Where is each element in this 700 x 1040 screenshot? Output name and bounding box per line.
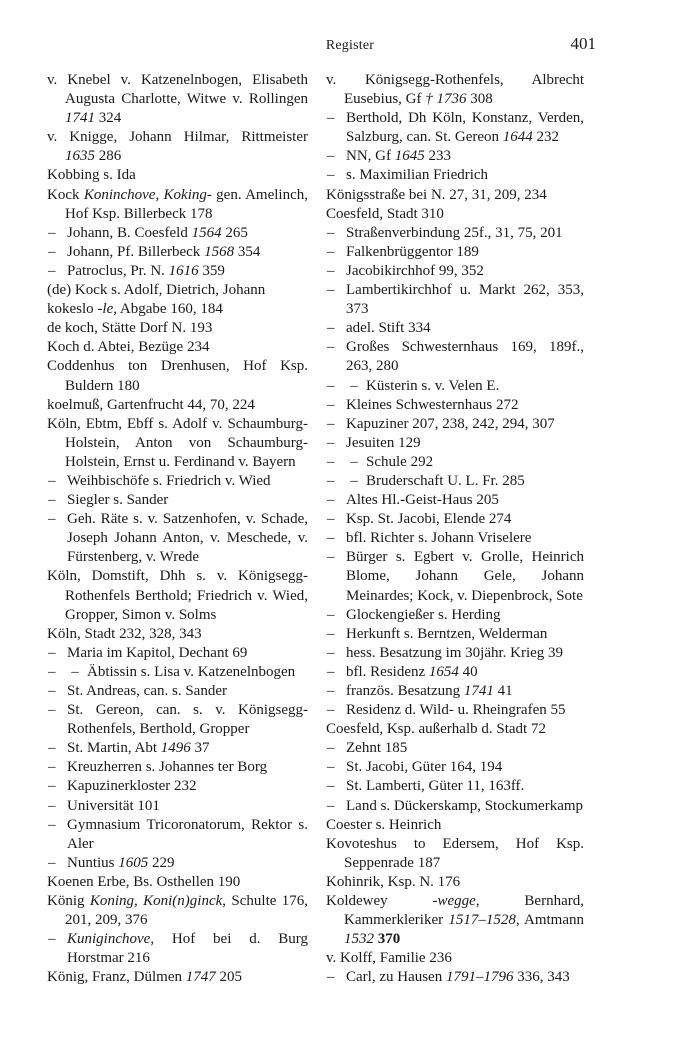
text-segment: 41 xyxy=(493,683,513,699)
text-segment: Herkunft s. Berntzen, Welderman xyxy=(346,625,548,642)
index-subentry xyxy=(326,109,584,147)
italic-segment: 1568 xyxy=(204,243,235,260)
subentry-dash: – xyxy=(48,492,56,509)
subentry-dash: – xyxy=(327,797,335,814)
text-segment: 359 xyxy=(198,262,225,279)
index-subentry xyxy=(326,777,584,796)
text-segment: Jesuiten 129 xyxy=(346,434,421,451)
text-segment: Weihbischöfe s. Friedrich v. Wied xyxy=(67,472,271,489)
text-segment: (de) Kock s. Adolf, Dietrich, Johann xyxy=(47,282,266,299)
text-segment: Kock xyxy=(47,186,84,203)
subentry-dash: – – xyxy=(327,472,364,489)
index-column-right xyxy=(326,71,584,988)
index-subentry xyxy=(326,701,584,720)
subentry-dash: – xyxy=(327,396,335,413)
italic-segment: 1564 xyxy=(191,224,222,241)
text-segment: Lambertikirchhof u. Markt 262, 353, 373 xyxy=(346,282,584,318)
index-subentry xyxy=(326,606,584,625)
italic-segment: -le xyxy=(97,301,114,318)
index-entry xyxy=(326,720,584,739)
subentry-dash: – xyxy=(327,740,335,757)
text-segment: Siegler s. Sander xyxy=(67,492,169,509)
index-subentry xyxy=(326,529,584,548)
index-subentry xyxy=(47,739,308,758)
text-segment: v. Knebel v. Katzenelnbogen, Elisabeth Augusta Charlotte, Witwe v. Rollingen xyxy=(47,72,308,108)
index-entry xyxy=(47,873,308,892)
subentry-dash: – xyxy=(327,320,335,337)
subentry-dash: – xyxy=(327,663,335,680)
index-subentry xyxy=(326,224,584,243)
index-entry xyxy=(47,625,308,644)
text-segment: Küsterin s. v. Velen E. xyxy=(366,377,500,394)
text-segment: St. Martin, Abt xyxy=(67,740,161,757)
index-subentry xyxy=(47,816,308,854)
italic-segment: Koning, Koni(n)ginck xyxy=(89,893,223,910)
italic-segment: 1791–1796 xyxy=(445,969,514,986)
subentry-dash: – – xyxy=(327,377,364,394)
subentry-dash: – xyxy=(327,415,335,432)
text-segment: bfl. Richter s. Johann Vriselere xyxy=(346,530,532,547)
index-subentry xyxy=(47,797,308,816)
subentry-dash: – xyxy=(327,683,335,699)
subentry-dash: – xyxy=(327,282,335,299)
subentry-dash: – xyxy=(327,625,335,642)
index-entry xyxy=(326,816,584,835)
index-entry xyxy=(47,415,308,472)
index-entry xyxy=(326,873,584,892)
subentry-dash: – xyxy=(48,854,56,871)
text-segment: Altes Hl.-Geist-Haus 205 xyxy=(346,492,499,509)
subentry-dash: – xyxy=(48,243,56,260)
index-subentry xyxy=(326,281,584,319)
index-entry xyxy=(47,396,308,415)
text-segment: 308 xyxy=(466,91,493,108)
index-subentry xyxy=(47,777,308,796)
text-segment: Maria im Kapitol, Dechant 69 xyxy=(67,644,248,661)
index-entry xyxy=(47,186,308,224)
text-segment: kokeslo xyxy=(47,301,98,318)
text-segment: Coesfeld, Stadt 310 xyxy=(326,205,444,222)
text-segment: Geh. Räte s. v. Satzenhofen, v. Schade, Joseph Johann Anton, v. Meschede, v. Fürstenberg, v. Wrede xyxy=(67,511,308,566)
subentry-dash: – xyxy=(327,778,335,795)
subentry-dash: – xyxy=(48,816,56,833)
subentry-dash: – xyxy=(327,434,335,451)
index-subentry xyxy=(47,644,308,663)
index-entry xyxy=(47,357,308,395)
text-segment: Äbtissin s. Lisa v. Katzenelnbogen xyxy=(87,663,296,680)
text-segment: Johann, B. Coesfeld xyxy=(67,224,192,241)
index-subentry xyxy=(47,930,308,968)
index-entry xyxy=(326,205,584,224)
italic-segment: 1741 xyxy=(65,110,95,127)
text-segment: NN, Gf xyxy=(346,148,395,165)
index-subentry xyxy=(326,396,584,415)
text-segment: 232 xyxy=(532,129,560,146)
subentry-dash: – xyxy=(327,530,335,547)
index-subentry xyxy=(326,968,584,987)
italic-segment: Koninchove, Koking- xyxy=(83,186,212,203)
subentry-dash: – xyxy=(327,549,335,566)
index-subentry xyxy=(326,739,584,758)
text-segment: Johann, Pf. Billerbeck xyxy=(67,243,205,260)
text-segment: Universität 101 xyxy=(67,797,160,814)
subentry-dash: – xyxy=(327,148,335,165)
subentry-dash: – xyxy=(327,606,335,623)
text-segment: Kleines Schwesternhaus 272 xyxy=(346,396,519,413)
text-segment: Koenen Erbe, Bs. Osthellen 190 xyxy=(47,873,241,890)
index-subentry xyxy=(326,243,584,262)
text-segment: St. Andreas, can. s. Sander xyxy=(67,683,227,699)
index-entry xyxy=(47,128,308,166)
index-column-left xyxy=(47,71,308,988)
index-subentry xyxy=(326,758,584,777)
subentry-dash: – xyxy=(327,969,335,986)
text-segment: , Amtmann xyxy=(515,912,585,929)
text-segment: Berthold, Dh Köln, Konstanz, Verden, Salzburg, can. St. Gereon xyxy=(346,110,584,146)
text-segment: Königsstraße bei N. 27, 31, 209, 234 xyxy=(326,186,547,203)
subentry-dash: – xyxy=(327,339,335,356)
text-segment: Zehnt 185 xyxy=(346,740,408,757)
subentry-dash: – xyxy=(327,492,335,509)
text-segment: Residenz d. Wild- u. Rheingrafen 55 xyxy=(346,702,566,719)
index-entry xyxy=(47,166,308,185)
index-subentry xyxy=(326,319,584,338)
index-subentry xyxy=(47,663,308,682)
index-subentry xyxy=(326,338,584,376)
text-segment: St. Gereon, can. s. v. Königsegg-Rothenfels, Berthold, Gropper xyxy=(67,702,308,738)
subentry-dash: – xyxy=(48,472,56,489)
text-segment: Gymnasium Tricoronatorum, Rektor s. Aler xyxy=(67,816,308,852)
text-segment: , Hof bei d. Burg Horstmar 216 xyxy=(67,931,308,967)
index-subentry xyxy=(326,147,584,166)
italic-segment: 1635 xyxy=(65,148,95,165)
index-entry xyxy=(326,892,584,949)
index-subentry xyxy=(326,797,584,816)
text-segment: 37 xyxy=(190,740,210,757)
text-segment: König, Franz, Dülmen xyxy=(47,969,186,986)
text-segment: Patroclus, Pr. N. xyxy=(67,262,169,279)
text-segment: Straßenverbindung 25f., 31, 75, 201 xyxy=(346,224,563,241)
subentry-dash: – xyxy=(48,224,56,241)
index-subentry xyxy=(47,224,308,243)
subentry-dash: – xyxy=(327,702,335,719)
text-segment: 324 xyxy=(95,110,122,127)
page-number: 401 xyxy=(570,34,596,53)
italic-segment: 1747 xyxy=(185,969,216,986)
text-segment: St. Jacobi, Güter 164, 194 xyxy=(346,759,503,776)
index-subentry xyxy=(47,491,308,510)
italic-segment: 1517–1528 xyxy=(448,912,516,929)
text-segment: 336, 343 xyxy=(513,969,570,986)
text-segment: Kapuzinerkloster 232 xyxy=(67,778,197,795)
index-subentry xyxy=(326,625,584,644)
index-subentry xyxy=(326,262,584,281)
index-subentry xyxy=(47,701,308,739)
text-segment: de koch, Stätte Dorf N. 193 xyxy=(47,320,213,337)
index-subentry xyxy=(326,548,584,605)
index-subentry xyxy=(326,510,584,529)
subentry-dash: – – xyxy=(48,663,85,680)
text-segment: Schule 292 xyxy=(366,453,434,470)
text-segment: 40 xyxy=(458,663,478,680)
subentry-dash: – xyxy=(48,511,56,528)
text-segment: Carl, zu Hausen xyxy=(346,969,446,986)
index-entry xyxy=(47,71,308,128)
index-subentry xyxy=(47,243,308,262)
text-segment: , Abgabe 160, 184 xyxy=(113,301,223,318)
index-subentry xyxy=(326,377,584,396)
text-segment: Coester s. Heinrich xyxy=(326,816,442,833)
subentry-dash: – xyxy=(48,740,56,757)
index-entry xyxy=(47,281,308,300)
text-segment: Bürger s. Egbert v. Grolle, Heinrich Blome, Johann Gele, Johann Meinardes; Kock, v. Diepenbrock, Sote xyxy=(346,549,584,604)
subentry-dash: – xyxy=(327,759,335,776)
index-entry xyxy=(47,567,308,624)
italic-segment: 1532 xyxy=(344,931,374,948)
text-segment: 233 xyxy=(424,148,451,165)
text-segment: s. Maximilian Friedrich xyxy=(346,167,489,184)
subentry-dash: – xyxy=(327,110,335,127)
index-subentry xyxy=(47,758,308,777)
text-segment: Kohinrik, Ksp. N. 176 xyxy=(326,873,461,890)
index-subentry xyxy=(47,854,308,873)
text-segment: , Bernhard, Kammerkleriker xyxy=(344,893,584,929)
text-segment: Kovoteshus to Edersem, Hof Ksp. Seppenrade 187 xyxy=(326,835,584,871)
text-segment: französ. Besatzung xyxy=(346,683,464,699)
text-segment: gen. Amelinch, Hof Ksp. Billerbeck 178 xyxy=(65,186,308,222)
index-entry xyxy=(47,338,308,357)
italic-segment: 1616 xyxy=(168,262,199,279)
text-segment: St. Lamberti, Güter 11, 163ff. xyxy=(346,778,525,795)
subentry-dash: – xyxy=(327,511,335,528)
text-segment: Köln, Domstift, Dhh s. v. Königsegg-Rothenfels Berthold; Friedrich v. Wied, Gropper, Simon v. Solms xyxy=(47,568,308,623)
italic-segment: Kuniginchove xyxy=(67,931,151,948)
text-segment: Falkenbrüggentor 189 xyxy=(346,243,479,260)
index-subentry xyxy=(326,682,584,701)
text-segment: 265 xyxy=(221,224,248,241)
index-subentry xyxy=(326,166,584,185)
text-segment: v. Knigge, Johann Hilmar, Rittmeister xyxy=(47,129,308,146)
subentry-dash: – xyxy=(48,759,56,776)
index-entry xyxy=(47,319,308,338)
text-segment: Koldewey xyxy=(326,893,433,910)
index-entry xyxy=(326,949,584,968)
text-segment: 354 xyxy=(234,243,261,260)
italic-segment: † 1736 xyxy=(425,91,467,108)
text-segment: Köln, Stadt 232, 328, 343 xyxy=(47,625,202,642)
text-segment: Jacobikirchhof 99, 352 xyxy=(346,262,484,279)
index-entry xyxy=(326,835,584,873)
subentry-dash: – xyxy=(48,702,56,719)
text-segment: 286 xyxy=(95,148,122,165)
italic-segment: 1645 xyxy=(394,148,425,165)
index-entry xyxy=(47,892,308,930)
index-subentry xyxy=(326,663,584,682)
index-subentry xyxy=(326,644,584,663)
index-entry xyxy=(326,71,584,109)
index-subentry xyxy=(47,472,308,491)
text-segment: Ksp. St. Jacobi, Elende 274 xyxy=(346,511,512,528)
text-segment: hess. Besatzung im 30jähr. Krieg 39 xyxy=(346,644,564,661)
text-segment: König xyxy=(47,893,90,910)
subentry-dash: – – xyxy=(327,453,364,470)
index-entry xyxy=(326,186,584,205)
text-segment: 205 xyxy=(215,969,242,986)
text-segment: Kapuziner 207, 238, 242, 294, 307 xyxy=(346,415,555,432)
index-subentry xyxy=(326,472,584,491)
subentry-dash: – xyxy=(48,931,56,948)
text-segment: Glockengießer s. Herding xyxy=(346,606,501,623)
text-segment: Coddenhus ton Drenhusen, Hof Ksp. Buldern 180 xyxy=(47,358,308,394)
subentry-dash: – xyxy=(327,644,335,661)
running-head: Register xyxy=(325,38,375,53)
italic-segment: 1605 xyxy=(118,854,149,871)
text-segment: , Schulte 176, 201, 209, 376 xyxy=(65,893,309,929)
text-segment: koelmuß, Gartenfrucht 44, 70, 224 xyxy=(47,396,255,413)
subentry-dash: – xyxy=(48,262,56,279)
text-segment: Coesfeld, Ksp. außerhalb d. Stadt 72 xyxy=(326,721,546,738)
subentry-dash: – xyxy=(327,224,335,241)
text-segment: 229 xyxy=(148,854,175,871)
index-entry xyxy=(47,300,308,319)
text-segment: Kreuzherren s. Johannes ter Borg xyxy=(67,759,268,776)
italic-segment: 1644 xyxy=(502,129,533,146)
italic-segment: 1654 xyxy=(428,663,459,680)
subentry-dash: – xyxy=(48,797,56,814)
index-subentry xyxy=(326,491,584,510)
italic-segment: 1741 xyxy=(463,683,494,699)
italic-segment: -wegge xyxy=(432,893,476,910)
text-segment: Bruderschaft U. L. Fr. 285 xyxy=(366,472,525,489)
text-segment: adel. Stift 334 xyxy=(346,320,431,337)
subentry-dash: – xyxy=(327,243,335,260)
italic-segment: 1496 xyxy=(160,740,191,757)
index-subentry xyxy=(326,415,584,434)
text-segment: Nuntius xyxy=(67,854,119,871)
index-subentry xyxy=(326,434,584,453)
text-segment: bfl. Residenz xyxy=(346,663,429,680)
text-segment: v. Königsegg-Rothenfels, Albrecht Eusebius, Gf xyxy=(326,72,584,108)
text-segment: Land s. Dückerskamp, Stockumerkamp xyxy=(346,797,584,814)
index-subentry xyxy=(47,510,308,567)
text-segment: Köln, Ebtm, Ebff s. Adolf v. Schaumburg-Holstein, Anton von Schaumburg-Holstein, Ernst u. Ferdinand v. Bayern xyxy=(47,415,308,470)
subentry-dash: – xyxy=(48,778,56,795)
subentry-dash: – xyxy=(327,167,335,184)
index-subentry xyxy=(47,262,308,281)
text-segment: Kobbing s. Ida xyxy=(47,167,136,184)
index-subentry xyxy=(47,682,308,701)
text-segment: Großes Schwesternhaus 169, 189f., 263, 280 xyxy=(346,339,584,375)
index-subentry xyxy=(326,453,584,472)
subentry-dash: – xyxy=(48,644,56,661)
text-segment: Koch d. Abtei, Bezüge 234 xyxy=(47,339,210,356)
text-segment: v. Kolff, Familie 236 xyxy=(326,950,452,967)
subentry-dash: – xyxy=(48,683,56,699)
bold-segment: 370 xyxy=(377,931,401,948)
subentry-dash: – xyxy=(327,262,335,279)
index-entry xyxy=(47,968,308,987)
